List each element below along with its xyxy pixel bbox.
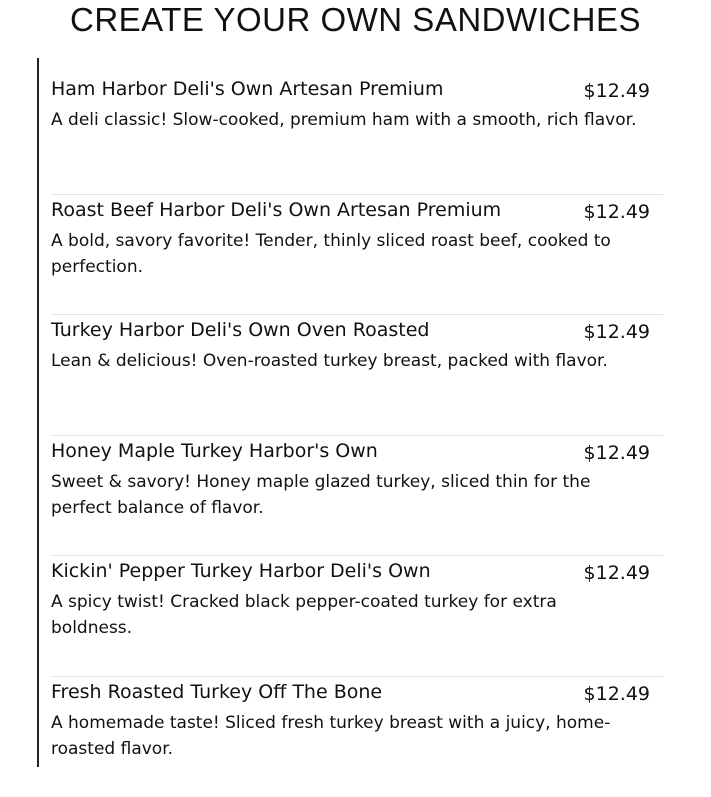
- item-description: Lean & delicious! Oven-roasted turkey breast, packed with flavor.: [51, 348, 641, 374]
- item-description: A bold, savory favorite! Tender, thinly sliced roast beef, cooked to perfection.: [51, 228, 641, 280]
- item-name: Honey Maple Turkey Harbor's Own: [51, 438, 378, 464]
- section-divider-line: [37, 58, 39, 767]
- section-heading: CREATE YOUR OWN SANDWICHES: [0, 0, 711, 40]
- item-price: $12.49: [584, 199, 650, 225]
- menu-item: [51, 556, 663, 677]
- item-description: A homemade taste! Sliced fresh turkey breast with a juicy, home-roasted flavor.: [51, 710, 641, 762]
- menu-list: [51, 74, 663, 797]
- item-name: Fresh Roasted Turkey Off The Bone: [51, 679, 382, 705]
- item-price: $12.49: [584, 319, 650, 345]
- menu-item: [51, 436, 663, 557]
- menu-item: [51, 677, 663, 797]
- item-description: A deli classic! Slow-cooked, premium ham with a smooth, rich flavor.: [51, 107, 641, 133]
- item-name: Turkey Harbor Deli's Own Oven Roasted: [51, 317, 429, 343]
- item-price: $12.49: [584, 440, 650, 466]
- menu-item: [51, 315, 663, 436]
- item-name: Ham Harbor Deli's Own Artesan Premium: [51, 76, 444, 102]
- item-price: $12.49: [584, 78, 650, 104]
- menu-item: [51, 195, 663, 316]
- item-name: Kickin' Pepper Turkey Harbor Deli's Own: [51, 558, 431, 584]
- item-price: $12.49: [584, 681, 650, 707]
- item-price: $12.49: [584, 560, 650, 586]
- item-name: Roast Beef Harbor Deli's Own Artesan Premium: [51, 197, 501, 223]
- menu-item: [51, 74, 663, 195]
- item-description: Sweet & savory! Honey maple glazed turkey, sliced thin for the perfect balance of flavor.: [51, 469, 641, 521]
- item-description: A spicy twist! Cracked black pepper-coated turkey for extra boldness.: [51, 589, 641, 641]
